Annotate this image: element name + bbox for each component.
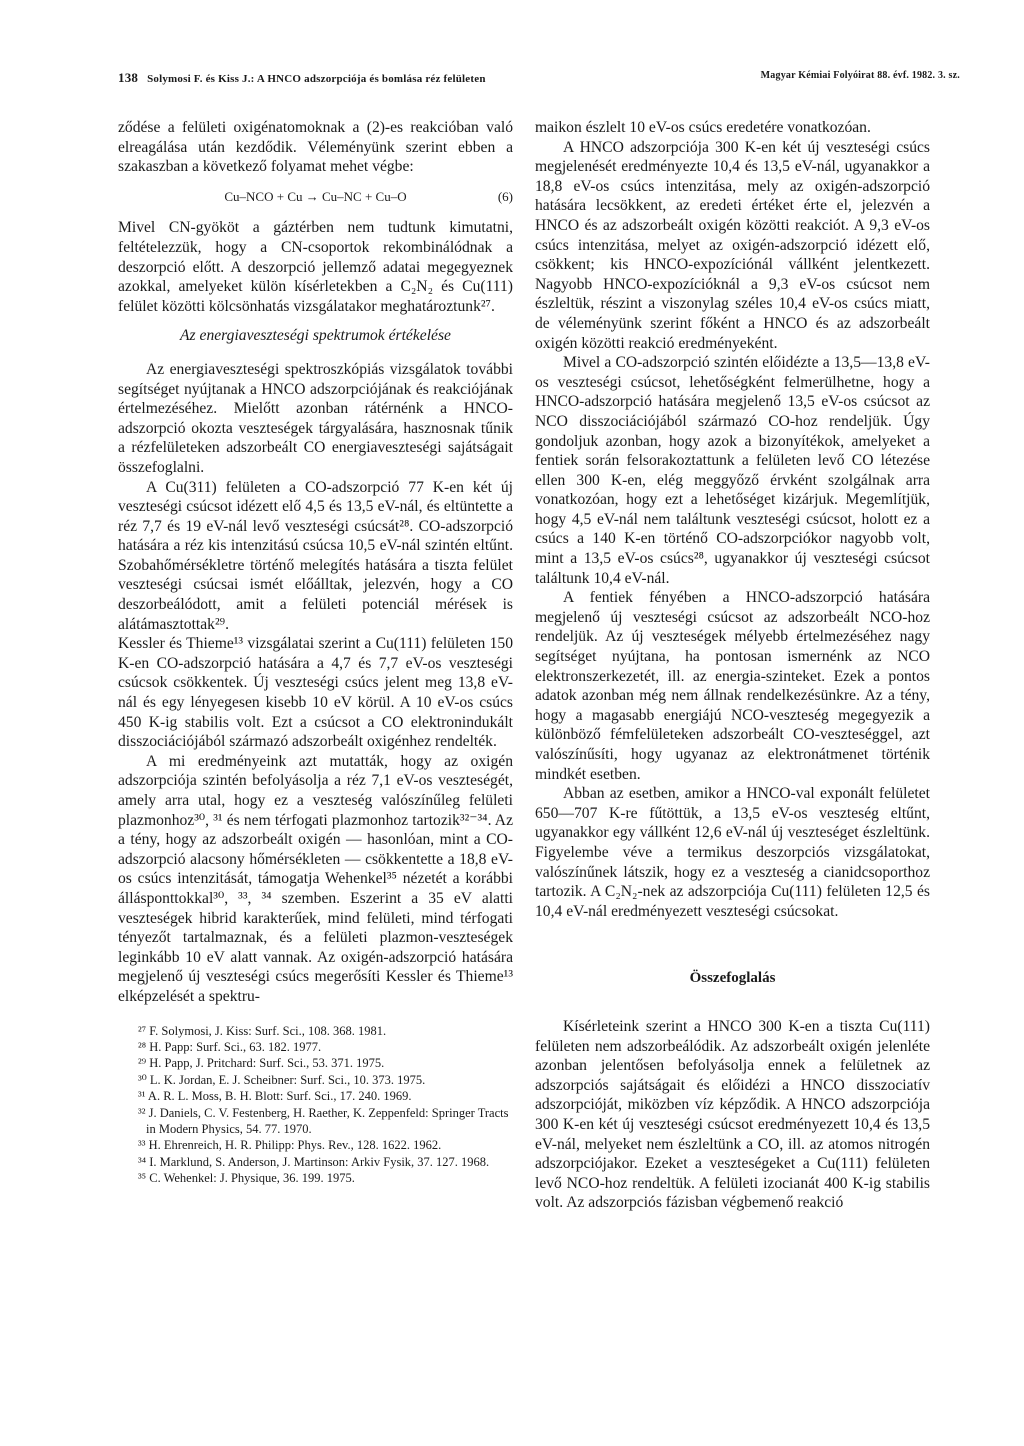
reference-30: ³⁰ L. K. Jordan, E. J. Scheibner: Surf. Sci., 10. 373. 1975. <box>138 1072 426 1087</box>
reference-34: ³⁴ I. Marklund, S. Anderson, J. Martinson: Arkiv Fysik, 37. 127. 1968. <box>138 1154 490 1169</box>
paragraph: maikon észlelt 10 eV-os csúcs eredetére vonatkozóan. <box>535 119 871 136</box>
paragraph: Mivel CN-gyököt a gáztérben nem tudtunk kimutatni, feltételezzük, hogy a CN-csoportok rekombinálódnak a deszorpció előtt. A deszorpció jellemző adatai megegyeznek azokkal, amelyeket külön kísérletekben a C₂N₂ és Cu(111) felület közötti kölcsönhatás vizsgálatakor meghatároztunk²⁷. <box>118 219 513 315</box>
reference-27: ²⁷ F. Solymosi, J. Kiss: Surf. Sci., 108. 368. 1981. <box>138 1023 387 1038</box>
page-number: 138 <box>118 70 139 85</box>
reference-31: ³¹ A. R. L. Moss, B. H. Blott: Surf. Sci., 17. 240. 1969. <box>138 1089 412 1104</box>
paragraph: Kessler és Thieme¹³ vizsgálatai szerint a Cu(111) felületen 150 K-en CO-adszorpció hatására a 4,7 és 7,7 eV-os veszteségi csúcsok csökkentek. Új veszteségi csúcs jelent meg 13,8 eV-nál és egy lényegesen kisebb 10 eV körül. A 10 eV-os csúcs 450 K-ig stabilis volt. Ezt a csúcsot a CO elektronindukált disszociációjából származó adszorbeált oxigénhez rendelték. <box>118 635 513 751</box>
left-running-title: Solymosi F. és Kiss J.: A HNCO adszorpciója és bomlása réz felületen <box>147 73 486 85</box>
reference-33: ³³ H. Ehrenreich, H. R. Philipp: Phys. Rev., 128. 1622. 1962. <box>138 1138 442 1153</box>
equation-number: (6) <box>497 188 513 204</box>
paragraph: Mivel a CO-adszorpció szintén előidézte a 13,5—13,8 eV-os veszteségi csúcsot, lehetőségként felmerülhetne, hogy a HNCO-adszorpció hatására megjelenő 13,5 eV-os csúcsot az NCO disszociációjából származó CO-hoz rendeljük. Úgy gondoljuk azonban, hogy azok a bizonyítékok, amelyeket a fentiek során felsorakoztattunk a felületen levő CO létezése ellen 300 K-en, elég meggyőző érvként szolgálnak arra vonatkozóan, hogy ezt a lehetőséget kizárjuk. Megemlítjük, hogy 4,5 eV-nál nem találtunk veszteségi csúcsot, holott ez a csúcs a 140 K-en történő CO-adszorpciókor nagyobb volt, mint a 13,5 eV-os csúcs²⁸, ugyanakkor új veszteségi csúcsot találtunk 10,4 eV-nál. <box>535 354 930 587</box>
left-column <box>118 118 513 1187</box>
section-heading: Az energiaveszteségi spektrumok értékelése <box>180 327 451 345</box>
reference-35: ³⁵ C. Wehenkel: J. Physique, 36. 199. 1975. <box>138 1171 355 1186</box>
right-column <box>535 118 930 1213</box>
running-header-left <box>118 70 486 86</box>
summary-heading: Összefoglalás <box>689 970 776 987</box>
paragraph: A Cu(311) felületen a CO-adszorpció 77 K-en két új veszteségi csúcsot idézett elő 4,5 és 13,5 eV-nál, és eltüntette a réz 7,7 és 19 eV-nál levő veszteségi csúcsát²⁸. CO-adszorpció hatására a réz kis intenzitású csúcsa 10,5 eV-nál szintén eltűnt. Szobahőmérsékletre történő melegítés hatására a tiszta felület veszteségi csúcsai ismét előálltak, jelezvén, hogy a CO deszorbeálódott, amit a felületi potenciál mérések is alátámasztottak²⁹. <box>118 478 513 633</box>
paragraph: Abban az esetben, amikor a HNCO-val exponált felületet 650—707 K-re fűtöttük, a 13,5 eV-os veszteség eltűnt, ugyanakkor egy vállként 12,6 eV-nál új veszteséget észleltünk. Figyelembe véve a termikus deszorpciós vizsgálatokat, valószínűnek látszik, hogy ez a veszteség a cianidcsoporthoz tartozik. A C₂N₂-nek az adszorpciója Cu(111) felületen 12,5 és 10,4 eV-nál eredményezett veszteségi csúcsokat. <box>535 785 930 920</box>
paragraph: A HNCO adszorpciója 300 K-en két új veszteségi csúcs megjelenését eredményezte 10,4 és 13,5 eV-nál, ugyanakkor a 18,8 eV-os csúcs intenzitása, mely az oxigén-adszorpció hatására lecsökkent, az eredeti értéket érte el, jelezvén a HNCO és az adszorbeált oxigén közötti reakciót. A 9,3 eV-os csúcs intenzitása, melyet az oxigén-adszorpció idézett elő, csökkent; kis HNCO-expozíciónál vállként jelentkezett. Nagyobb HNCO-expozícióknál a 9,3 eV-os csúcsot nem észleltük, részint a viszonylag széles 10,4 eV-os csúcs miatt, de véleményünk szerint főként a HNCO és az adszorbeált oxigén közötti reakció eredményeként. <box>535 138 930 352</box>
paragraph: A mi eredményeink azt mutatták, hogy az oxigén adszorpciója szintén befolyásolja a réz 7,1 eV-os veszteségét, amely arra utal, hogy ez a veszteség valószínűleg felületi plazmonhoz³⁰, ³¹ és nem térfogati plazmonhoz tartozik³²⁻³⁴. Az a tény, hogy az adszorbeált oxigén — hasonlóan, mint a CO-adszorpció alacsony hőmérsékleten — csökkentette a 18,8 eV-os csúcs intenzitását, támogatja Wehenkel³⁵ nézetét a korábbi állásponttokkal³⁰, ³³, ³⁴ szemben. Eszerint a 35 eV alatti veszteségek hibrid karakterűek, mind felületi, mind térfogati tényezőt tartalmaznak, és a felületi plazmon-veszteségek leginkább 10 eV alatt vannak. Az oxigén-adszorpció hatására megjelenő új veszteségi csúcs megerősíti Kessler és Thieme¹³ elképzelését a spektru- <box>118 752 513 1005</box>
equation-text: Cu–NCO + Cu → Cu–NC + Cu–O <box>224 188 407 204</box>
paragraph: Kísérleteink szerint a HNCO 300 K-en a tiszta Cu(111) felületen nem adszorbeálódik. Az adszorbeált oxigén jelenléte azonban jelentősen befolyásolja ennek a felületnek az adszorpciós sajátságait és előidézi a HNCO disszociatív adszorpcióját, miközben víz képződik. A HNCO adszorpciója 300 K-en két új veszteségi csúcsot eredményezett 10,4 és 13,5 eV-nál, melyeket nem észleltünk a CO, ill. az atomos nitrogén adszorpciójakor. Ezeket a veszteségeket a Cu(111) felületen levő NCO-hoz rendeltük. A felületi izocianát 400 K-ig stabilis volt. Az adszorpciós fázisban végbemenő reakció <box>535 1017 930 1212</box>
right-running-title: Magyar Kémiai Folyóirat 88. évf. 1982. 3. sz. <box>760 70 960 81</box>
references <box>118 1023 513 1187</box>
paragraph: ződése a felületi oxigénatomoknak a (2)-es reakcióban való elreagálása után kezdődik. Véleményünk szerint ebben a szakaszban a következő folyamat mehet végbe: <box>118 119 513 176</box>
reference-32: ³² J. Daniels, C. V. Festenberg, H. Raether, K. Zeppenfeld: Springer Tracts in Modern Physics, 54. 77. 1970. <box>138 1105 509 1136</box>
equation-6 <box>118 187 513 207</box>
reference-29: ²⁹ H. Papp, J. Pritchard: Surf. Sci., 53. 371. 1975. <box>138 1056 385 1071</box>
paragraph: A fentiek fényében a HNCO-adszorpció hatására megjelenő új veszteségi csúcsot az adszorbeált NCO-hoz rendeljük. Az új veszteségek mélyebb értelmezéséhez nagy segítséget nyújtana, ha pontosan ismernénk az NCO elektronszerkezetét, ill. az energia-szinteket. Ezek a pontos adatok azonban még nem állnak rendelkezésünkre. Az a tény, hogy a magasabb energiájú NCO-veszteség megegyezik a különböző fémfelületeken adszorbeált CO-veszteséggel, azt valószínűsíti, hogy ugyanaz az elektronátmenet történik mindkét esetben. <box>535 589 930 783</box>
reference-28: ²⁸ H. Papp: Surf. Sci., 63. 182. 1977. <box>138 1039 322 1054</box>
paragraph: Az energiaveszteségi spektroszkópiás vizsgálatok további segítséget nyújtanak a HNCO adszorpciójának és reakciójának értelmezéséhez. Mielőtt azonban rátérnénk a HNCO-adszorpció okozta veszteségek tárgyalására, hasznosnak tűnik a rézfelületeken adszorbeált CO energiaveszteségi sajátságait összefoglalni. <box>118 360 513 476</box>
